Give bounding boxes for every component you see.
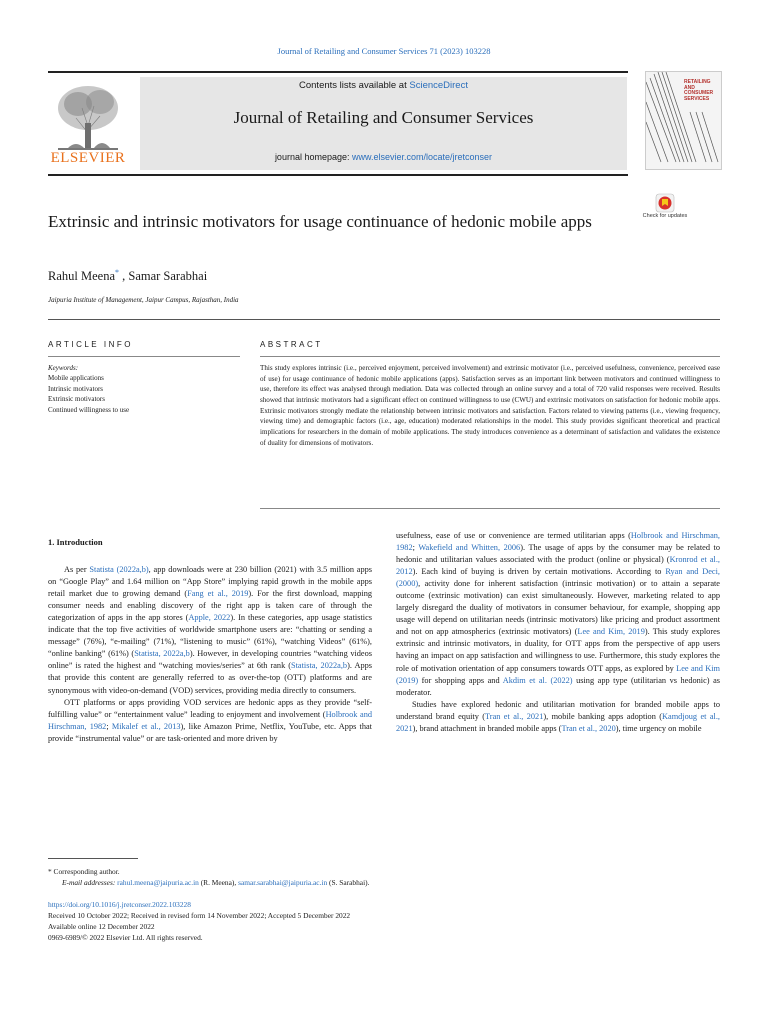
footnote-rule — [48, 858, 138, 859]
cover-title-line: CONSUMER — [684, 90, 714, 96]
citation-link[interactable]: Mikalef et al., 2013 — [111, 721, 181, 731]
article-title: Extrinsic and intrinsic motivators for usage continuance of hedonic mobile apps — [48, 212, 592, 231]
corresponding-author-mark[interactable]: * — [115, 268, 119, 277]
divider — [260, 508, 720, 509]
citation-link[interactable]: Statista (2022a,b) — [89, 565, 149, 575]
doi-link[interactable]: https://doi.org/10.1016/j.jretconser.2022.103228 — [48, 900, 191, 909]
header-rule-bottom — [48, 174, 628, 176]
abstract-text: This study explores intrinsic (i.e., perceived enjoyment, perceived involvement) and extrinsic motivator (i.e., perceived usefulness, convenience, perceived ease of use) for usage continuance of hedonic mobile applications (apps). Satisfaction serves as an important link between motivators and continued willingness to use, therefore its effect was analysed through mediation. Data was collected through an online survey and a total of 720 valid responses were received. Results showed that intrinsic motivators had a significant effect on continued willingness to use (CWU) and extrinsic motivators on satisfaction for hedonic mobile apps. Extrinsic motivators strongly mediate the relationship between intrinsic motivators and satisfaction. Factors related to viewing patterns (i.e., viewing frequency, viewing time) and demographic factors (i.e., age, education) moderated relationships in the model. This study provides significant theoretical and practical implications for researchers in the domain of mobile applications. The study introduces convenience as a determinant of satisfaction and validates the existence of duality for dimensions of motivators. — [260, 364, 720, 447]
author-name: Rahul Meena — [48, 269, 115, 284]
cover-title-line: AND — [684, 84, 695, 91]
journal-homepage-line — [140, 152, 627, 162]
article-info-heading: ARTICLE INFO — [48, 340, 133, 349]
cover-title — [684, 80, 720, 102]
section-heading-introduction: 1. Introduction — [48, 537, 103, 547]
body-column-left — [48, 536, 372, 745]
email-label: E-mail addresses: — [62, 878, 118, 887]
cover-title-line: RETAILING — [684, 79, 711, 85]
email-link[interactable]: rahul.meena@jaipuria.ac.in — [117, 878, 199, 887]
body-paragraph: usefulness, ease of use or convenience are termed utilitarian apps (Holbrook and Hirschman, 1982; Wakefield and Whitten, 2006). The usage of apps by the consumer may be related to hedonic and utilitarian values associated with the product (online or physical) (Kronrod et al., 2012). Each kind of buying is driven by certain motivations. According to Ryan and Deci, (2000), activity done for inherent satisfaction (intrinsic motivation) or to attain a separate outcome (extrinsic motivation) can exist simultaneously. However, marketing related to app largely disregard the duality of motivators in consumer behaviour, for example, shopping app usage will depend on utilitarian needs (intrinsic motivators) like pricing and product assortment and not on app atmospherics (extrinsic motivators) (Lee and Kim, 2019). This study explores extrinsic and intrinsic motivators, in duality, for OTT apps from the perspective of app users having an impact on app satisfaction and willingness to use. Furthermore, this study explores the role of motivation orientation of app consumers towards OTT apps, as explored by Lee and Kim (2019) for shopping apps and Akdim et al. (2022) using app type (utilitarian vs hedonic) as moderator. — [396, 531, 721, 697]
journal-citation-link[interactable]: Journal of Retailing and Consumer Services 71 (2023) 103228 — [277, 46, 491, 56]
keyword-item: Intrinsic motivators — [48, 384, 104, 393]
abstract-heading: ABSTRACT — [260, 340, 323, 349]
citation-link[interactable]: Ryan and Deci, (2000) — [396, 567, 720, 589]
author-name: Samar Sarabhai — [128, 269, 208, 284]
corresponding-author-note: * Corresponding author. — [48, 867, 120, 876]
keyword-item: Extrinsic motivators — [48, 395, 105, 404]
elsevier-wordmark: ELSEVIER — [50, 150, 126, 166]
divider — [48, 319, 720, 320]
divider — [260, 356, 720, 357]
body-paragraph: Studies have explored hedonic and utilitarian motivation for branded mobile apps to understand brand equity (Tran et al., 2021), mobile banking apps adoption (Kamdjoug et al., 2021), brand attachment in branded mobile apps (Tran et al., 2020), time urgency on mobile — [396, 699, 720, 733]
contents-prefix: Contents lists available at — [299, 80, 410, 91]
check-for-updates-icon[interactable] — [647, 193, 683, 231]
keywords-block — [48, 363, 238, 415]
keywords-label: Keywords: — [48, 364, 79, 372]
received-dates: Received 10 October 2022; Received in revised form 14 November 2022; Accepted 5 December 2022 — [48, 911, 351, 920]
citation-link[interactable]: Statista, 2022a,b — [134, 649, 190, 659]
citation-link[interactable]: Apple, 2022 — [188, 613, 231, 623]
author-separator: , — [119, 269, 129, 284]
journal-title: Journal of Retailing and Consumer Services — [233, 108, 534, 127]
keyword-item: Mobile applications — [48, 374, 104, 383]
citation-link[interactable]: Fang et al., 2019 — [187, 589, 249, 599]
author-list — [48, 268, 207, 284]
copyright-line: 0969-6989/© 2022 Elsevier Ltd. All rights reserved. — [48, 933, 203, 942]
citation-link[interactable]: Lee and Kim (2019) — [396, 663, 721, 685]
author-affiliation: Jaipuria Institute of Management, Jaipur Campus, Rajasthan, India — [48, 296, 239, 304]
citation-link[interactable]: Statista, 2022a,b — [291, 661, 348, 671]
citation-link[interactable]: Holbrook and Hirschman, 1982 — [48, 709, 372, 731]
homepage-prefix: journal homepage: — [274, 152, 352, 162]
body-paragraph: As per Statista (2022a,b), app downloads were at 230 billion (2021) with 3.5 million apps on “Google Play” and 1.64 million on “App Store” implying rapid growth in the mobile apps retail market due to growing demand (Fang et al., 2019). For the first download, mapping consumer needs and enabling discovery of the right app is taken care of through the categorization of apps in the app stores (Apple, 2022). In these categories, app usage statistics indicate that the top five activities of worldwide smartphone users are: “chatting or sending a message” (76%), “e-mailing” (71%), “listening to music” (61%), “watching Videos” (61%), “online banking” (61%) (Statista, 2022a,b). However, in developing countries “watching videos online” is rated the highest and “watching movies/series” at 6th rank (Statista, 2022a,b). Apps that provide this content are generally referred to as over-the-top (OTT) platforms and are synonymous with video-on-demand (VOD) services, providing media directly to consumers. — [48, 565, 372, 695]
email-addresses: E-mail addresses: rahul.meena@jaipuria.ac.in (R. Meena), samar.sarabhai@jaipuria.ac.in (S. Sarabhai). — [62, 878, 370, 887]
citation-link[interactable]: Kamdjoug et al., 2021 — [396, 711, 720, 733]
citation-link[interactable]: Tran et al., 2020 — [561, 723, 616, 733]
citation-link[interactable]: Akdim et al. (2022) — [502, 675, 573, 685]
divider — [48, 356, 240, 357]
citation-link[interactable]: Tran et al., 2021 — [485, 711, 544, 721]
citation-link[interactable]: Kronrod et al., 2012 — [396, 555, 720, 577]
body-paragraph: OTT platforms or apps providing VOD services are hedonic apps as they provide “self-fulfilling value” or “entertainment value” leading to enjoyment and involvement (Holbrook and Hirschman, 1982; Mikalef et al., 2013), like Amazon Prime, Netflix, YouTube, etc. Apps that provide “instrumental value” or are task-oriented and more driven by — [48, 697, 372, 743]
publication-info — [48, 899, 720, 943]
citation-link[interactable]: Lee and Kim, 2019 — [577, 627, 645, 637]
check-for-updates-label[interactable]: Check for updates — [642, 213, 688, 219]
journal-homepage-link[interactable]: www.elsevier.com/locate/jretconser — [352, 152, 493, 162]
cover-title-line: SERVICES — [684, 95, 710, 102]
contents-available-line — [140, 80, 627, 91]
keyword-item: Continued willingness to use — [48, 405, 130, 414]
citation-link[interactable]: Wakefield and Whitten, 2006 — [418, 543, 521, 553]
citation-link[interactable]: Holbrook and Hirschman, 1982 — [396, 531, 720, 553]
sciencedirect-link[interactable]: ScienceDirect — [409, 80, 468, 91]
available-online-date: Available online 12 December 2022 — [48, 922, 155, 931]
body-column-right — [396, 530, 720, 735]
header-rule-top — [48, 71, 628, 73]
email-link[interactable]: samar.sarabhai@jaipuria.ac.in — [238, 878, 328, 887]
footnotes — [48, 866, 720, 888]
